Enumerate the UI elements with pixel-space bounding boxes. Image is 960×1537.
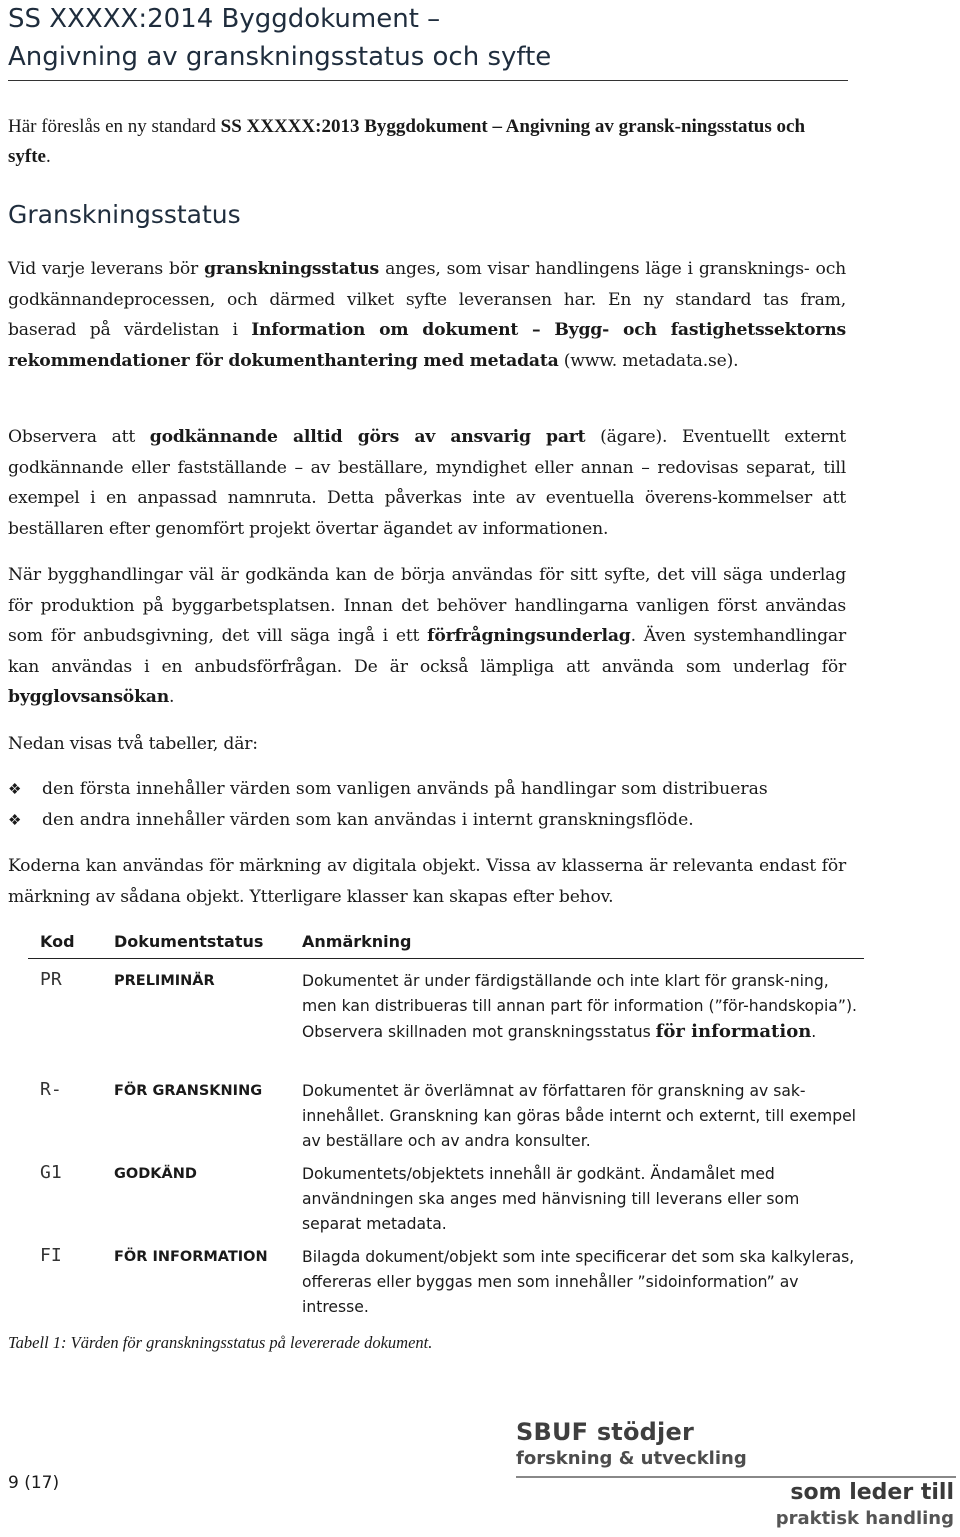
p1-bold-reference: Information om dokument – Bygg- och fastighetssektorns rekommendationer för dokumenthantering med metadata <box>8 320 846 371</box>
header-kod: Kod <box>40 931 75 951</box>
cell-status: GODKÄND <box>114 1166 197 1182</box>
status-table <box>28 924 864 1324</box>
section-heading: Granskningsstatus <box>8 200 241 229</box>
paragraph-granskningsstatus <box>8 254 846 376</box>
diamond-bullet-icon: ❖ <box>8 811 22 829</box>
intro-standard-name: SS XXXXX:2013 Byggdokument – Angivning av gransk-ningsstatus och syfte <box>8 116 806 167</box>
logo-line-1: SBUF stödjer <box>516 1418 694 1446</box>
cell-status: FÖR GRANSKNING <box>114 1083 263 1099</box>
p3-bold-bygglovsansokan: bygglovsansökan <box>8 687 170 707</box>
page-number: 9 (17) <box>8 1473 60 1493</box>
title-line-1: SS XXXXX:2014 Byggdokument – <box>8 4 441 34</box>
document-title <box>8 0 848 81</box>
p1-text-c: anges, som visar handlingens läge i gransknings- och godkännandeprocessen, och därmed vilket syfte leveransen har. En ny standard tas fram, baserad på värdelistan i <box>8 259 846 340</box>
note-end: . <box>811 1023 817 1041</box>
header-anmarkning: Anmärkning <box>302 931 412 951</box>
cell-kod: G1 <box>40 1162 62 1183</box>
p3-text-e: . <box>169 687 175 707</box>
cell-note: Bilagda dokument/objekt som inte specificerar det som ska kalkyleras, offereras eller byggas men som innehåller ”sidoinformation” av intresse. <box>302 1248 855 1316</box>
list-item <box>8 805 846 836</box>
logo-line-2: forskning & utveckling <box>516 1448 747 1469</box>
paragraph-godkannande <box>8 422 846 544</box>
header-dokumentstatus: Dokumentstatus <box>114 931 264 951</box>
cell-status: FÖR INFORMATION <box>114 1249 268 1265</box>
paragraph-koder: Koderna kan användas för märkning av digitala objekt. Vissa av klasserna är relevanta endast för märkning av sådana objekt. Ytterligare klasser kan skapas efter behov. <box>8 856 846 907</box>
cell-kod: PR <box>40 969 62 990</box>
logo-divider <box>516 1476 956 1478</box>
cell-kod: FI <box>40 1245 62 1266</box>
intro-prefix: Här föreslås en ny standard <box>8 116 221 137</box>
p3-text-a: När bygghandlingar väl är godkända kan de börja användas för sitt syfte, det vill säga underlag för produktion på byggarbetsplatsen. Innan det behöver handlingarna vanligen först användas som för anbudsgivning, det vill säga ingå i ett <box>8 565 846 646</box>
cell-note <box>302 965 862 1045</box>
p3-bold-forfragningsunderlag: förfrågningsunderlag <box>427 626 631 646</box>
bullet-text: den andra innehåller värden som kan användas i internt granskningsflöde. <box>42 810 694 830</box>
p1-text-e: (www. metadata.se). <box>558 350 739 371</box>
table-header <box>28 924 864 959</box>
p1-text-a: Vid varje leverans bör <box>8 259 205 279</box>
paragraph-tabeller-intro: Nedan visas två tabeller, där: <box>8 734 258 754</box>
table-row <box>28 1075 864 1158</box>
note-bold: för information <box>655 1021 812 1042</box>
intro-suffix: . <box>45 146 51 167</box>
table-caption: Tabell 1: Värden för granskningsstatus på levererade dokument. <box>8 1333 433 1352</box>
list-item <box>8 774 846 805</box>
table-row <box>28 965 864 1075</box>
diamond-bullet-icon: ❖ <box>8 780 22 798</box>
bullet-text: den första innehåller värden som vanligen används på handlingar som distribueras <box>42 779 768 799</box>
cell-kod: R- <box>40 1079 62 1100</box>
logo-line-3: som leder till <box>790 1480 954 1505</box>
table-row <box>28 1158 864 1241</box>
intro-paragraph <box>8 112 846 172</box>
sbuf-logo <box>506 1418 956 1534</box>
p2-bold-term: godkännande alltid görs av ansvarig part <box>149 427 586 447</box>
cell-note: Dokumentet är överlämnat av författaren för granskning av sak-innehållet. Granskning kan göras både internt och externt, till exempel av beställare och av andra konsulter. <box>302 1082 857 1150</box>
p1-bold-term: granskningsstatus <box>204 259 380 279</box>
cell-status: PRELIMINÄR <box>114 973 215 989</box>
cell-note: Dokumentets/objektets innehåll är godkänt. Ändamålet med användningen ska anges med hänvisning till leverans eller som separat metadata. <box>302 1165 800 1233</box>
p3-text-c: . Även systemhandlingar kan användas i en anbudsförfrågan. De är också lämpliga att använda som underlag för <box>8 626 846 677</box>
p2-text-a: Observera att <box>8 427 150 447</box>
paragraph-bygghandlingar <box>8 560 846 713</box>
title-line-2: Angivning av granskningsstatus och syfte <box>8 42 552 72</box>
bullet-list <box>8 774 846 836</box>
logo-line-4: praktisk handling <box>775 1508 954 1529</box>
note-text: Dokumentet är under färdigställande och inte klart för gransk-ning, men kan distribueras till annan part för information (”för-handskopia”). Observera skillnaden mot granskningsstatus <box>302 972 857 1041</box>
table-row <box>28 1241 864 1324</box>
p2-text-c: (ägare). Eventuellt externt godkännande eller fastställande – av beställare, myndighet eller annan – redovisas separat, till exempel i en anpassad namnruta. Detta påverkas inte av eventuella överens-kommelser att beställaren efter genomfört projekt övertar ägandet av informationen. <box>8 427 847 539</box>
